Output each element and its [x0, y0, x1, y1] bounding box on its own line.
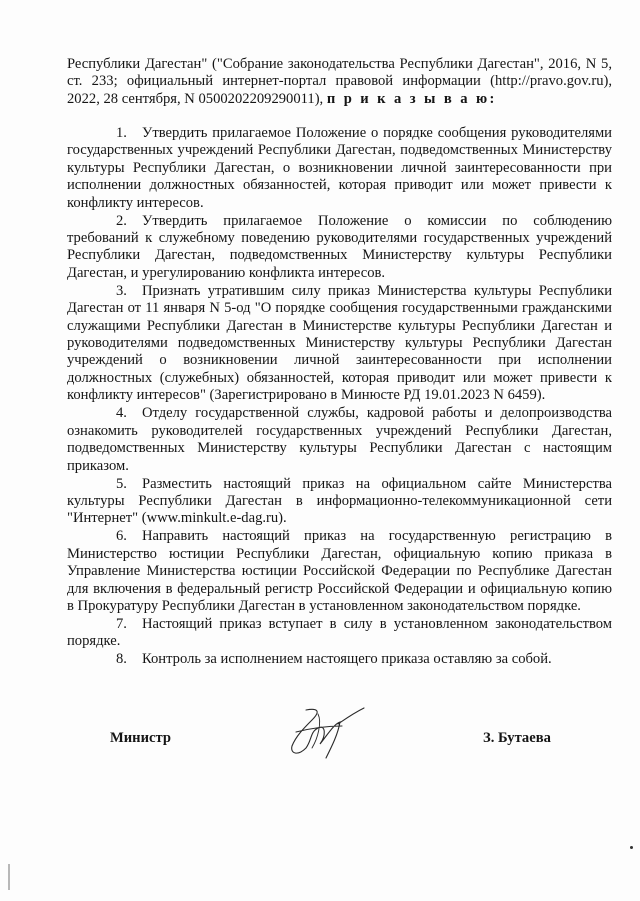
item-number: 7. — [116, 615, 127, 632]
scan-artifact-dot — [630, 846, 633, 849]
item-text: Отделу государственной службы, кадровой работы и делопроизводства ознакомить руководителей государственных учреждений Республики Дагестан, подведомственных Министерству культуры Республики Дагестан с настоящим приказом. — [67, 405, 612, 474]
item-number: 5. — [116, 475, 127, 492]
order-item-5 — [67, 476, 612, 528]
item-text: Признать утратившим силу приказ Министерства культуры Республики Дагестан от 11 января N 5-од "О порядке сообщения государственными гражданскими служащими Республики Дагестан в Министерстве культуры Республики Дагестан и руководителями подведомственных Министерству культуры Республики Дагестан учреждений о возникновении личной заинтересованности при исполнении должностных (служебных) обязанностей, которая приводит или может привести к конфликту интересов" (Зарегистрировано в Минюсте РД 19.01.2023 N 6459). — [67, 282, 612, 404]
signatory-name: З. Бутаева — [483, 730, 551, 746]
signatory-title: Министр — [110, 730, 171, 746]
item-text: Утвердить прилагаемое Положение о порядке сообщения руководителями государственных учреждений Республики Дагестан, подведомственных Министерству культуры Республики Дагестан, о возникновении личной заинтересованности при исполнении должностных обязанностей, которая приводит или может привести к конфликту интересов. — [67, 125, 612, 211]
item-number: 1. — [116, 125, 127, 141]
item-number: 3. — [116, 282, 127, 299]
item-text: Утвердить прилагаемое Положение о комиссии по соблюдению требований к служебному поведению руководителями государственных учреждений Республики Дагестан, подведомственных Министерству культуры Республики Дагестан, и урегулированию конфликта интересов. — [67, 212, 612, 281]
item-number: 4. — [116, 405, 127, 422]
item-text: Направить настоящий приказ на государственную регистрацию в Министерство юстиции Республики Дагестан, официальную копию приказа в Управление Министерства юстиции Российской Федерации по Республике Дагестан для включения в федеральный регистр Российской Федерации и официальную копию в Прокуратуру Республики Дагестан в установленном законодательством порядке. — [67, 528, 612, 614]
order-item-7 — [67, 616, 612, 651]
order-item-3 — [67, 283, 612, 405]
item-number: 2. — [116, 212, 127, 229]
order-items — [67, 125, 612, 669]
scan-artifact — [8, 864, 10, 890]
item-text: Контроль за исполнением настоящего приказа оставляю за собой. — [142, 651, 552, 668]
order-item-1 — [67, 125, 612, 212]
item-text: Разместить настоящий приказ на официальном сайте Министерства культуры Республики Дагестан в информационно-телекоммуникационной сети "Интернет" (www.minkult.e-dag.ru). — [67, 475, 612, 527]
signature-icon — [282, 702, 372, 764]
item-number: 6. — [116, 528, 127, 545]
intro-text: Республики Дагестан" ("Собрание законодательства Республики Дагестан", 2016, N 5, ст. 233; официальный интернет-портал правовой информации (http://pravo.gov.ru), 2022, 28 сентября, N 0500202209290011), — [67, 56, 612, 107]
item-number: 8. — [116, 651, 127, 668]
order-item-8 — [67, 651, 612, 668]
order-item-4 — [67, 405, 612, 475]
intro-paragraph — [67, 56, 612, 108]
order-item-6 — [67, 528, 612, 615]
order-keyword: п р и к а з ы в а ю: — [326, 90, 497, 107]
order-item-2 — [67, 213, 612, 283]
signature-block — [0, 700, 640, 780]
item-text: Настоящий приказ вступает в силу в установленном законодательством порядке. — [67, 615, 612, 650]
